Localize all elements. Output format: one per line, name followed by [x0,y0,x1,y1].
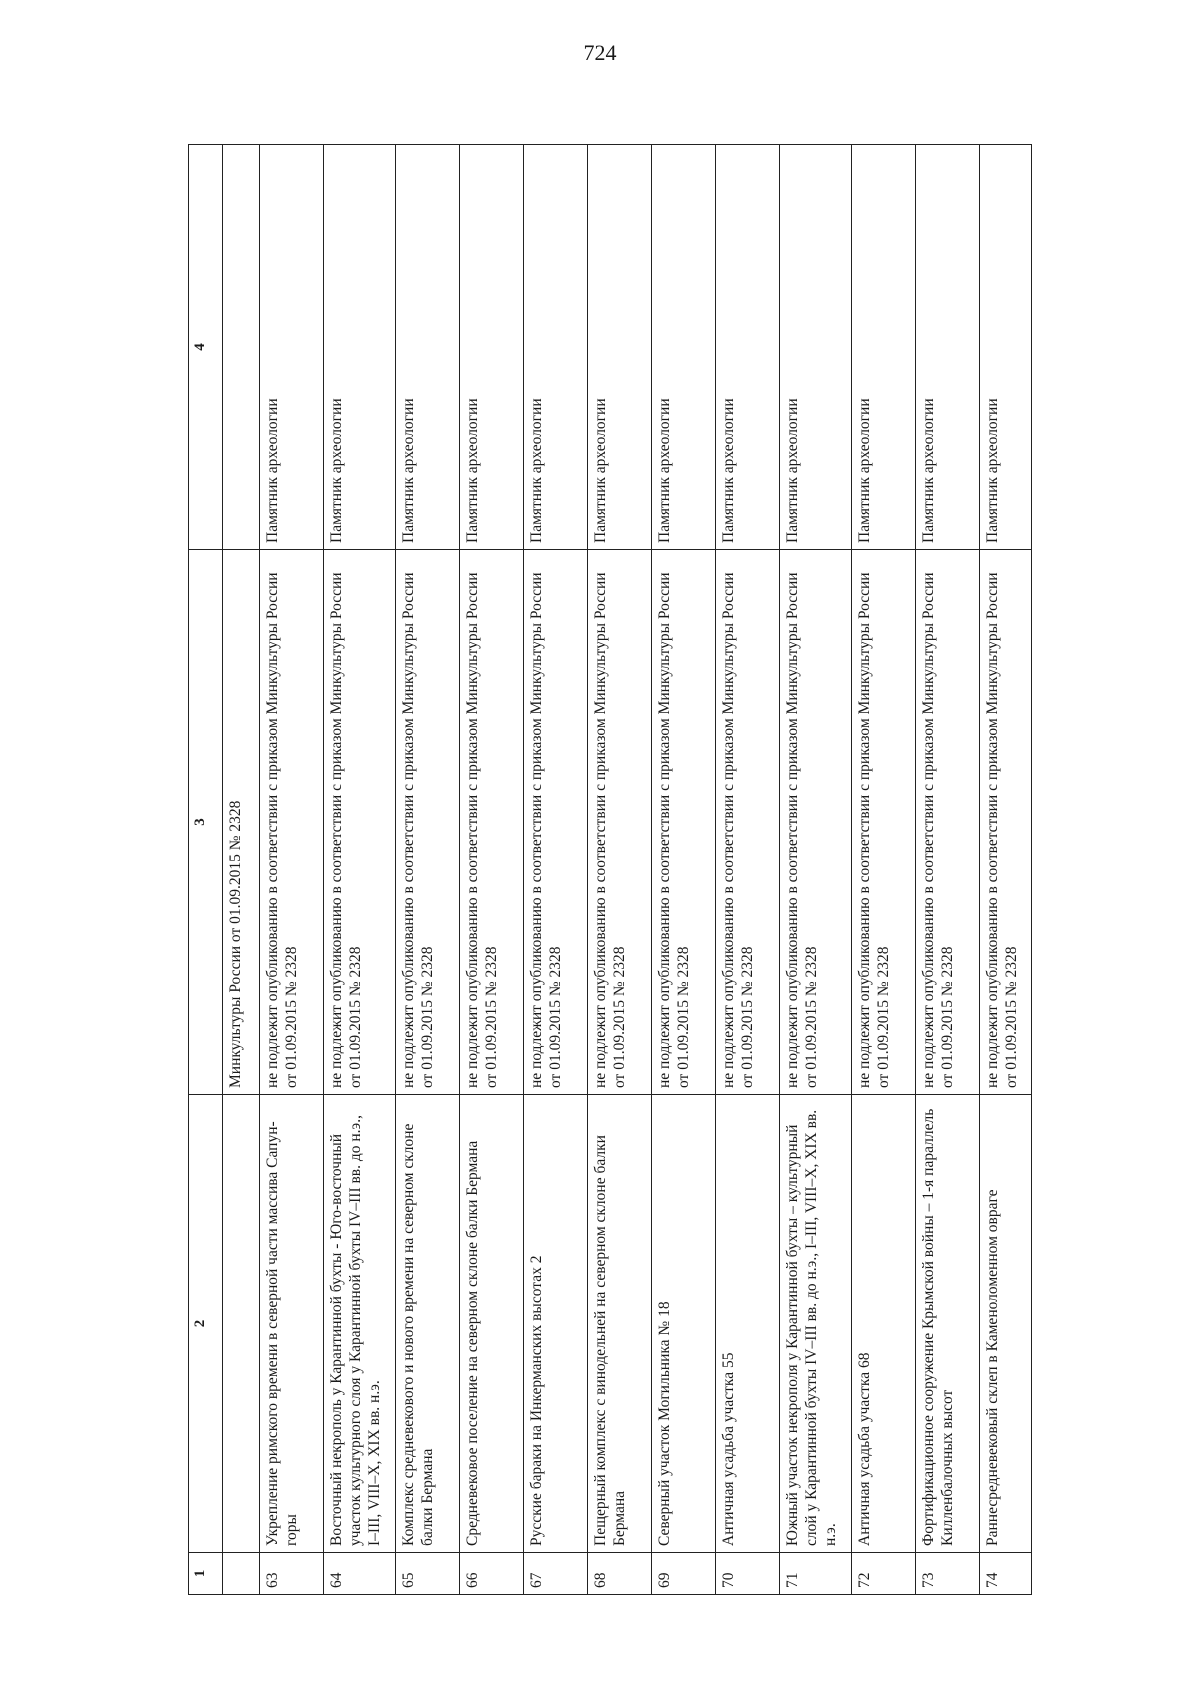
continuation-row [223,145,260,1595]
publication-status: не подлежит опубликованию в соответствии с приказом Минкультуры России от 01.09.2015 № 2328 [324,550,396,1095]
table-header-row [189,145,223,1595]
table-row [980,145,1032,1595]
object-name: Русские бараки на Инкерманских высотах 2 [524,1095,588,1553]
object-category: Памятник археологии [652,145,716,550]
continuation-cell-status: Минкультуры России от 01.09.2015 № 2328 [223,550,260,1095]
table-row [460,145,524,1595]
table-row [524,145,588,1595]
publication-status: не подлежит опубликованию в соответствии с приказом Минкультуры России от 01.09.2015 № 2328 [460,550,524,1095]
publication-status: не подлежит опубликованию в соответствии с приказом Минкультуры России от 01.09.2015 № 2328 [780,550,852,1095]
table-row [260,145,324,1595]
object-name: Средневековое поселение на северном склоне балки Бермана [460,1095,524,1553]
row-number: 69 [652,1553,716,1595]
table-row [716,145,780,1595]
row-number: 66 [460,1553,524,1595]
row-number: 74 [980,1553,1032,1595]
object-category: Памятник археологии [260,145,324,550]
table-row [780,145,852,1595]
continuation-cell-name [223,1095,260,1553]
object-category: Памятник археологии [780,145,852,550]
object-category: Памятник археологии [460,145,524,550]
column-header-4: 4 [189,145,223,550]
object-name: Античная усадьба участка 68 [852,1095,916,1553]
object-name: Античная усадьба участка 55 [716,1095,780,1553]
row-number: 68 [588,1553,652,1595]
page-number: 724 [583,40,617,65]
table-row [324,145,396,1595]
object-name: Северный участок Могильника № 18 [652,1095,716,1553]
monuments-table [188,144,1032,1595]
publication-status: не подлежит опубликованию в соответствии с приказом Минкультуры России от 01.09.2015 № 2328 [852,550,916,1095]
table-row [652,145,716,1595]
publication-status: не подлежит опубликованию в соответствии с приказом Минкультуры России от 01.09.2015 № 2328 [524,550,588,1095]
publication-status: не подлежит опубликованию в соответствии с приказом Минкультуры России от 01.09.2015 № 2328 [716,550,780,1095]
object-name: Раннесредневековый склеп в Каменоломенном овраге [980,1095,1032,1553]
table-row [916,145,980,1595]
column-header-1: 1 [189,1553,223,1595]
object-name: Южный участок некрополя у Карантинной бухты – культурный слой у Карантинной бухты IV–III вв. до н.э., I–III, VIII–X, XIX вв. н.э. [780,1095,852,1553]
row-number: 71 [780,1553,852,1595]
object-name: Фортификационное сооружение Крымской войны – 1-я параллель Килленбалочных высот [916,1095,980,1553]
row-number: 64 [324,1553,396,1595]
object-category: Памятник археологии [716,145,780,550]
object-name: Пещерный комплекс с винодельней на северном склоне балки Бермана [588,1095,652,1553]
row-number: 63 [260,1553,324,1595]
object-name: Укрепление римского времени в северной части массива Сапун-горы [260,1095,324,1553]
row-number: 70 [716,1553,780,1595]
publication-status: не подлежит опубликованию в соответствии с приказом Минкультуры России от 01.09.2015 № 2328 [980,550,1032,1095]
row-number: 73 [916,1553,980,1595]
object-category: Памятник археологии [396,145,460,550]
object-category: Памятник археологии [588,145,652,550]
continuation-cell-num [223,1553,260,1595]
object-category: Памятник археологии [852,145,916,550]
publication-status: не подлежит опубликованию в соответствии с приказом Минкультуры России от 01.09.2015 № 2328 [588,550,652,1095]
publication-status: не подлежит опубликованию в соответствии с приказом Минкультуры России от 01.09.2015 № 2328 [916,550,980,1095]
continuation-cell-category [223,145,260,550]
object-category: Памятник археологии [524,145,588,550]
row-number: 65 [396,1553,460,1595]
column-header-2: 2 [189,1095,223,1553]
object-name: Комплекс средневекового и нового времени на северном склоне балки Бермана [396,1095,460,1553]
publication-status: не подлежит опубликованию в соответствии с приказом Минкультуры России от 01.09.2015 № 2328 [652,550,716,1095]
table-row [588,145,652,1595]
column-header-3: 3 [189,550,223,1095]
table-row [396,145,460,1595]
publication-status: не подлежит опубликованию в соответствии с приказом Минкультуры России от 01.09.2015 № 2328 [260,550,324,1095]
rotated-table-container [188,145,1088,1595]
publication-status: не подлежит опубликованию в соответствии с приказом Минкультуры России от 01.09.2015 № 2328 [396,550,460,1095]
object-category: Памятник археологии [980,145,1032,550]
row-number: 72 [852,1553,916,1595]
object-name: Восточный некрополь у Карантинной бухты - Юго-восточный участок культурного слоя у Карантинной бухты IV–III вв. до н.э., I–III, VIII–X, XIX вв. н.э. [324,1095,396,1553]
table-row [852,145,916,1595]
object-category: Памятник археологии [324,145,396,550]
object-category: Памятник археологии [916,145,980,550]
row-number: 67 [524,1553,588,1595]
